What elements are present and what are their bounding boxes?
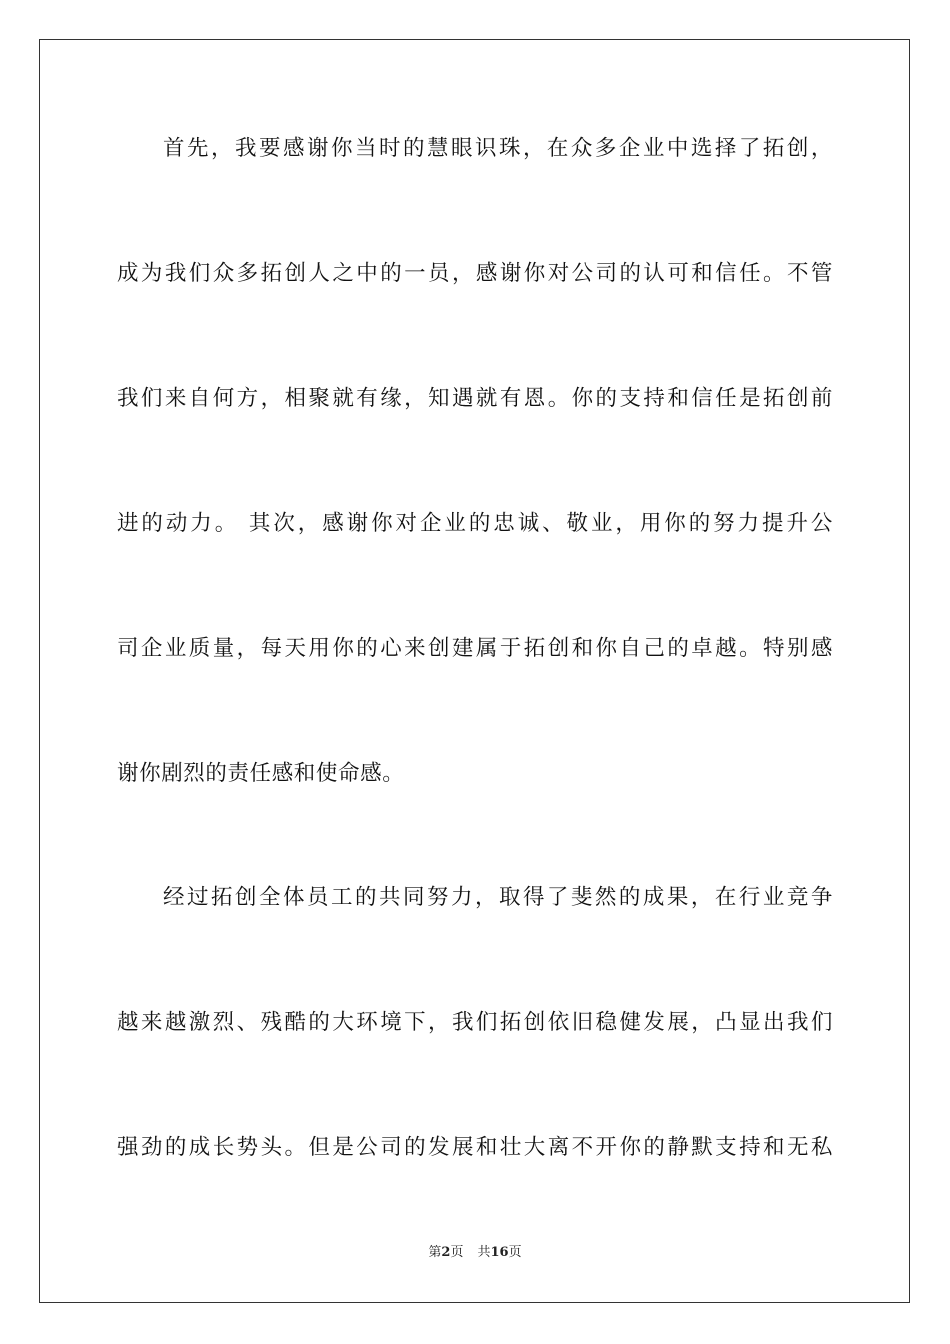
page-number-suffix: 页 bbox=[450, 1245, 464, 1260]
paragraph-line: 首先，我要感谢你当时的慧眼识珠，在众多企业中选择了拓创， bbox=[163, 136, 833, 161]
page-footer bbox=[0, 1244, 950, 1262]
page-number-current: 2 bbox=[441, 1245, 451, 1260]
paragraph-line: 经过拓创全体员工的共同努力，取得了斐然的成果，在行业竞争 bbox=[163, 885, 833, 910]
paragraph-line: 越来越激烈、残酷的大环境下，我们拓创依旧稳健发展，凸显出我们 bbox=[117, 1010, 833, 1035]
paragraph-line: 司企业质量，每天用你的心来创建属于拓创和你自己的卓越。特别感 bbox=[117, 636, 833, 661]
page-total-suffix: 页 bbox=[508, 1245, 522, 1260]
paragraph-line: 进的动力。 其次，感谢你对企业的忠诚、敬业，用你的努力提升公 bbox=[117, 511, 833, 536]
paragraph-line: 成为我们众多拓创人之中的一员，感谢你对公司的认可和信任。不管 bbox=[117, 261, 833, 286]
page-border bbox=[39, 39, 910, 1303]
paragraph-line: 强劲的成长势头。但是公司的发展和壮大离不开你的静默支持和无私 bbox=[117, 1135, 833, 1160]
page-total-prefix: 共 bbox=[477, 1245, 491, 1260]
paragraph-line: 我们来自何方，相聚就有缘，知遇就有恩。你的支持和信任是拓创前 bbox=[117, 386, 833, 411]
page-number-total: 16 bbox=[490, 1245, 509, 1260]
paragraph-line: 谢你剧烈的责任感和使命感。 bbox=[117, 761, 405, 786]
page-number-prefix: 第 bbox=[428, 1245, 442, 1260]
